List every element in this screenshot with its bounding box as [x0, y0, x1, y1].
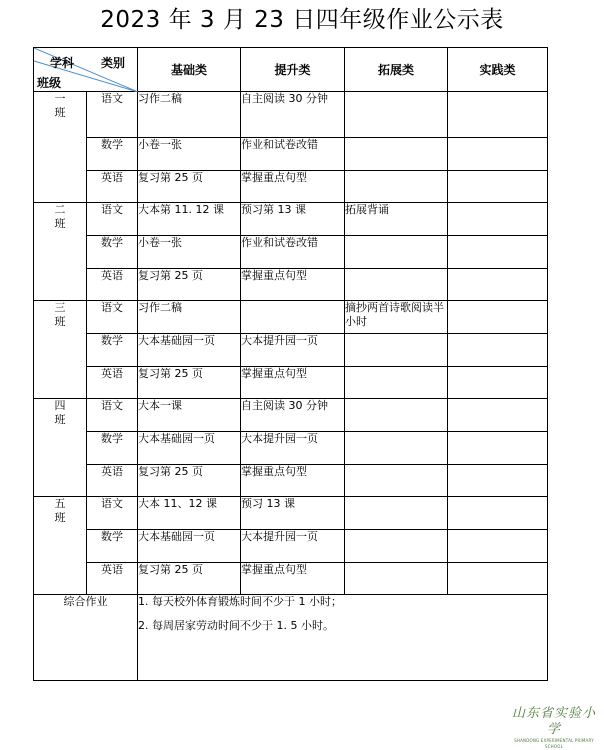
corner-subject-label: 学科: [50, 56, 75, 70]
subject-cell: 英语: [87, 269, 138, 301]
homework-cell-practice: [448, 497, 548, 530]
homework-cell-basic: 复习第 25 页: [138, 367, 241, 399]
homework-cell-practice: [448, 563, 548, 595]
subject-cell: 数学: [87, 138, 138, 171]
homework-cell-improve: 大本提升园一页: [241, 530, 345, 563]
homework-cell-basic: 大本基础园一页: [138, 334, 241, 367]
subject-cell: 数学: [87, 236, 138, 269]
table-row: [34, 530, 548, 563]
homework-cell-extend: [345, 399, 448, 432]
homework-cell-improve: 预习 13 课: [241, 497, 345, 530]
homework-cell-improve: 掌握重点句型: [241, 171, 345, 203]
homework-cell-practice: [448, 269, 548, 301]
subject-cell: 英语: [87, 367, 138, 399]
class-name-line: 班: [54, 413, 66, 426]
table-row: [34, 399, 548, 432]
homework-cell-practice: [448, 334, 548, 367]
class-name-line: 班: [54, 106, 66, 119]
class-name-line: 三: [54, 301, 66, 314]
class-name-line: 四: [54, 399, 66, 412]
homework-cell-extend: [345, 367, 448, 399]
table-row: [34, 171, 548, 203]
homework-cell-extend: 拓展背诵: [345, 203, 448, 236]
class-name-cell: [34, 399, 87, 497]
homework-cell-practice: [448, 236, 548, 269]
subject-cell: 语文: [87, 497, 138, 530]
page-title: 2023 年 3 月 23 日四年级作业公示表: [100, 7, 504, 33]
summary-note: 2. 每周居家劳动时间不少于 1. 5 小时。: [138, 619, 334, 632]
homework-cell-practice: [448, 367, 548, 399]
homework-cell-extend: 摘抄两首诗歌阅读半小时: [345, 301, 448, 334]
class-name-line: 二: [54, 203, 66, 216]
homework-table: [33, 47, 548, 681]
homework-cell-basic: 复习第 25 页: [138, 171, 241, 203]
homework-cell-improve: 预习第 13 课: [241, 203, 345, 236]
subject-cell: 数学: [87, 334, 138, 367]
summary-row: [34, 595, 548, 681]
subject-cell: 英语: [87, 563, 138, 595]
subject-cell: 数学: [87, 530, 138, 563]
homework-cell-practice: [448, 301, 548, 334]
school-logo-text: 山东省实验小学: [511, 706, 596, 737]
subject-cell: 语文: [87, 92, 138, 138]
class-name-cell: [34, 92, 87, 203]
school-logo: [506, 706, 602, 749]
homework-cell-practice: [448, 171, 548, 203]
homework-cell-basic: 小卷一张: [138, 138, 241, 171]
homework-cell-extend: [345, 171, 448, 203]
homework-cell-basic: 复习第 25 页: [138, 465, 241, 497]
homework-cell-practice: [448, 465, 548, 497]
homework-cell-improve: 大本提升园一页: [241, 432, 345, 465]
class-name-cell: [34, 203, 87, 301]
class-name-line: 一: [54, 92, 66, 105]
school-logo-subtext: SHANDONG EXPERIMENTAL PRIMARY SCHOOL: [514, 738, 594, 749]
class-name-cell: [34, 301, 87, 399]
table-row: [34, 497, 548, 530]
homework-cell-practice: [448, 399, 548, 432]
class-name-line: 班: [54, 315, 66, 328]
homework-cell-improve: 大本提升园一页: [241, 334, 345, 367]
homework-cell-extend: [345, 236, 448, 269]
homework-cell-improve: 掌握重点句型: [241, 465, 345, 497]
subject-cell: 语文: [87, 203, 138, 236]
homework-cell-improve: 掌握重点句型: [241, 269, 345, 301]
subject-cell: 数学: [87, 432, 138, 465]
homework-cell-basic: 小卷一张: [138, 236, 241, 269]
homework-cell-extend: [345, 269, 448, 301]
summary-label: 综合作业: [34, 595, 138, 681]
homework-cell-basic: 大本第 11. 12 课: [138, 203, 241, 236]
class-name-line: 班: [54, 217, 66, 230]
class-name-cell: [34, 497, 87, 595]
homework-cell-basic: 习作二稿: [138, 92, 241, 138]
homework-cell-extend: [345, 92, 448, 138]
subject-cell: 英语: [87, 171, 138, 203]
table-row: [34, 334, 548, 367]
homework-cell-basic: 大本基础园一页: [138, 530, 241, 563]
table-row: [34, 92, 548, 138]
subject-cell: 英语: [87, 465, 138, 497]
homework-cell-practice: [448, 203, 548, 236]
column-header-improve: 提升类: [241, 48, 345, 92]
header-row: [34, 48, 548, 92]
homework-cell-improve: [241, 301, 345, 334]
summary-note: 1. 每天校外体育锻炼时间不少于 1 小时；: [138, 595, 342, 608]
column-header-extend: 拓展类: [345, 48, 448, 92]
column-header-basic: 基础类: [138, 48, 241, 92]
homework-cell-basic: 习作二稿: [138, 301, 241, 334]
table-row: [34, 203, 548, 236]
table-row: [34, 563, 548, 595]
corner-class-label: 班级: [37, 76, 62, 90]
homework-cell-basic: 复习第 25 页: [138, 563, 241, 595]
corner-category-label: 类别: [100, 56, 125, 70]
homework-cell-improve: 掌握重点句型: [241, 367, 345, 399]
homework-cell-improve: 自主阅读 30 分钟: [241, 399, 345, 432]
table-row: [34, 236, 548, 269]
homework-cell-extend: [345, 563, 448, 595]
homework-cell-improve: 掌握重点句型: [241, 563, 345, 595]
table-row: [34, 138, 548, 171]
homework-cell-basic: 大本一课: [138, 399, 241, 432]
table-row: [34, 269, 548, 301]
homework-cell-practice: [448, 92, 548, 138]
table-row: [34, 367, 548, 399]
homework-cell-improve: 作业和试卷改错: [241, 236, 345, 269]
homework-cell-extend: [345, 138, 448, 171]
homework-cell-practice: [448, 138, 548, 171]
homework-cell-extend: [345, 334, 448, 367]
homework-cell-basic: 复习第 25 页: [138, 269, 241, 301]
homework-cell-extend: [345, 530, 448, 563]
table-row: [34, 301, 548, 334]
class-name-line: 班: [54, 511, 66, 524]
homework-cell-practice: [448, 432, 548, 465]
homework-cell-basic: 大本基础园一页: [138, 432, 241, 465]
homework-cell-improve: 自主阅读 30 分钟: [241, 92, 345, 138]
homework-cell-extend: [345, 432, 448, 465]
class-name-line: 五: [54, 497, 66, 510]
homework-cell-practice: [448, 530, 548, 563]
homework-cell-basic: 大本 11、12 课: [138, 497, 241, 530]
homework-cell-extend: [345, 465, 448, 497]
table-row: [34, 432, 548, 465]
subject-cell: 语文: [87, 399, 138, 432]
homework-cell-extend: [345, 497, 448, 530]
table-row: [34, 465, 548, 497]
corner-header-cell: [34, 48, 138, 92]
subject-cell: 语文: [87, 301, 138, 334]
homework-cell-improve: 作业和试卷改错: [241, 138, 345, 171]
summary-notes: [138, 595, 548, 681]
column-header-practice: 实践类: [448, 48, 548, 92]
